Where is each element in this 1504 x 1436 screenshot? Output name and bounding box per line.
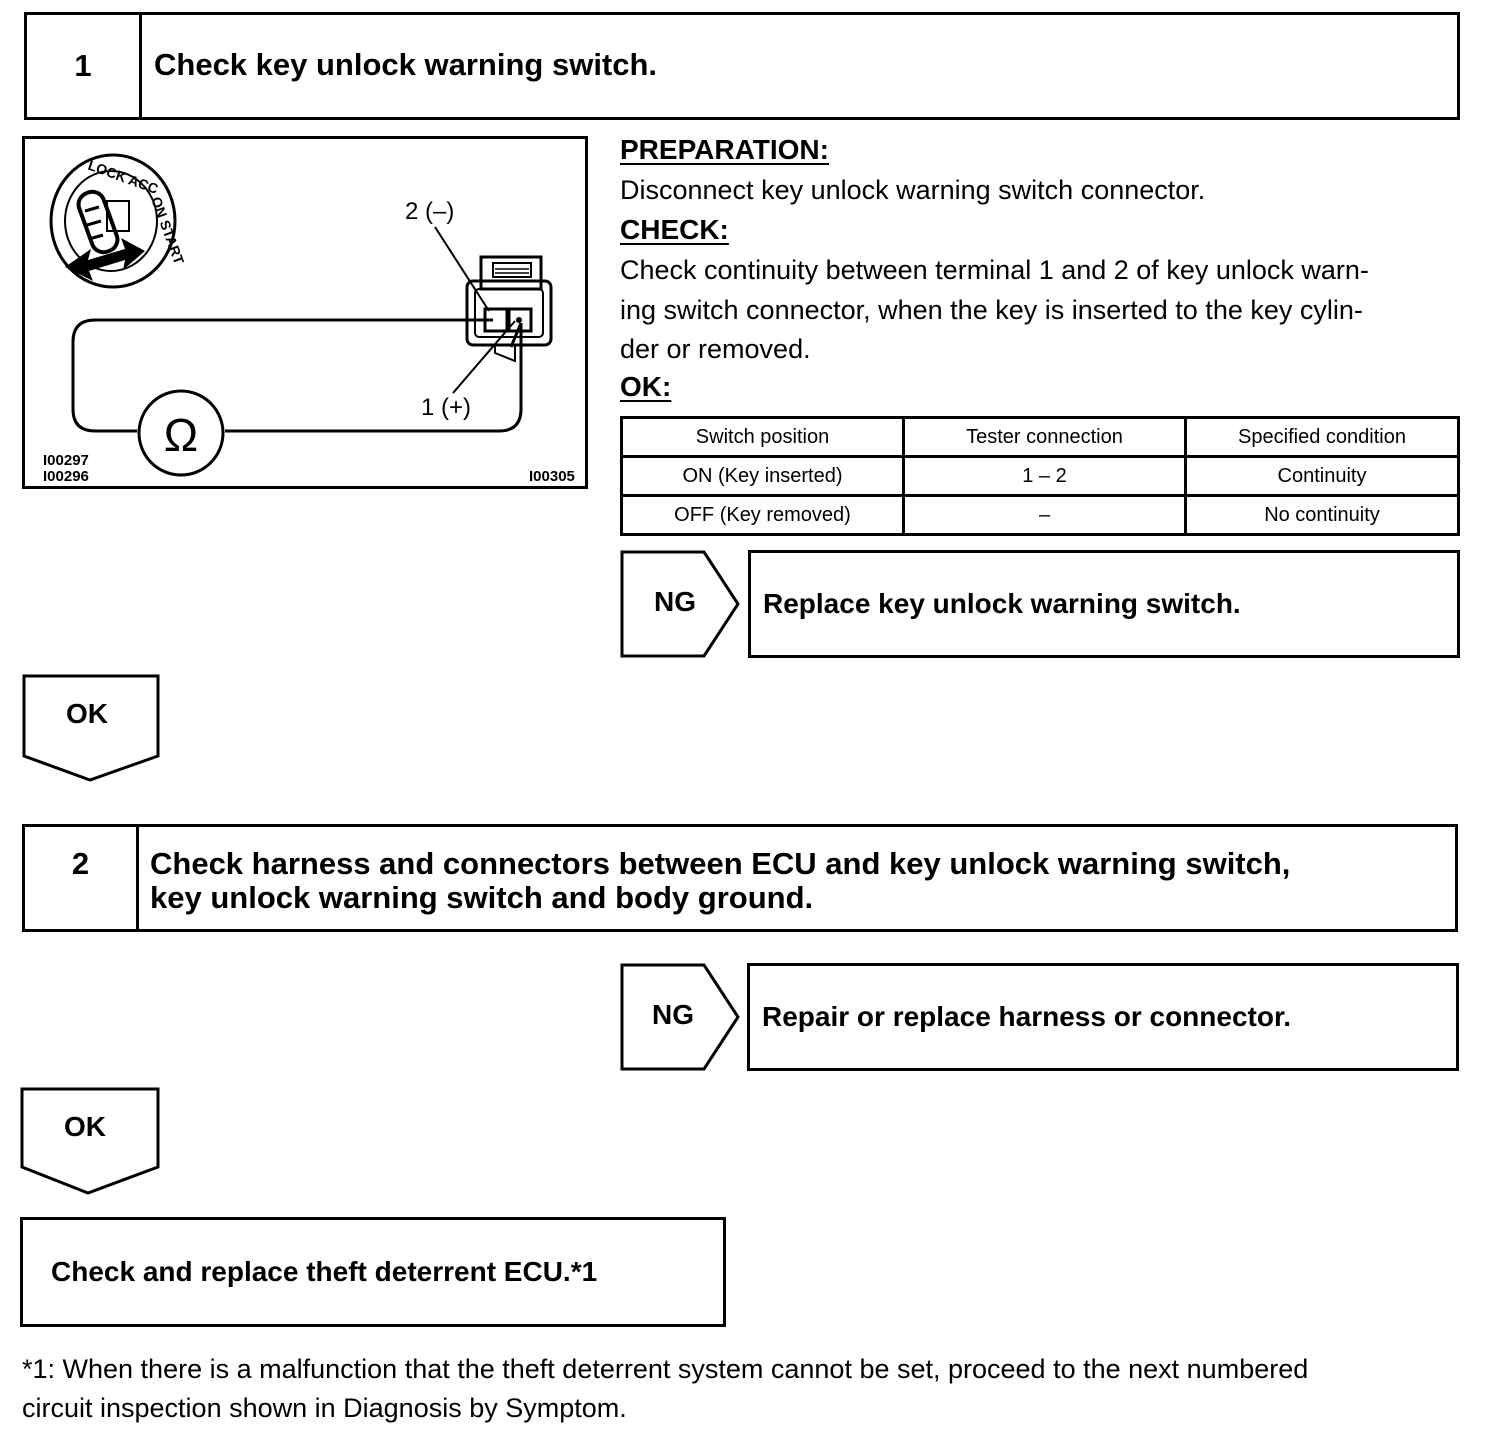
check-text-line-1: Check continuity between terminal 1 and 2 of key unlock warn- [620, 255, 1369, 285]
ng-1-action-box [748, 550, 1460, 658]
ng-2-action-box [747, 963, 1459, 1071]
table-cell: Continuity [1186, 457, 1459, 496]
continuity-test-diagram [25, 139, 585, 486]
step-1-box [24, 12, 1460, 120]
svg-text:LOCK ACC: LOCK ACC [85, 156, 161, 197]
table-row [622, 457, 1459, 496]
ng-1-action-text: Replace key unlock warning switch. [763, 588, 1241, 619]
table-cell: No continuity [1186, 496, 1459, 535]
step-2-number: 2 [25, 827, 139, 901]
final-action-box [20, 1217, 726, 1327]
table-cell: – [904, 496, 1186, 535]
ok-1-arrow [22, 674, 160, 784]
ok-2-label: OK [64, 1111, 106, 1142]
table-row [622, 496, 1459, 535]
ng-2-arrow [620, 963, 744, 1071]
figure-code-c: I00305 [529, 468, 575, 485]
ohmmeter-icon [139, 391, 223, 475]
step-2-title-line-2: key unlock warning switch and body ground. [150, 880, 814, 915]
step-2-box [22, 824, 1458, 932]
step-1-number: 1 [27, 15, 142, 117]
check-text-line-3: der or removed. [620, 334, 811, 364]
step-2-divider [136, 827, 139, 929]
ng-1-arrow [620, 550, 744, 658]
table-header-cell: Tester connection [904, 418, 1186, 457]
table-header-cell: Switch position [622, 418, 904, 457]
terminal-1-label: 1 (+) [421, 394, 472, 421]
preparation-text: Disconnect key unlock warning switch connector. [620, 175, 1206, 205]
figure-code-b: I00296 [43, 468, 89, 485]
spec-table [620, 416, 1460, 536]
table-cell: 1 – 2 [904, 457, 1186, 496]
svg-text:ON START: ON START [148, 194, 188, 267]
ng-2-action-text: Repair or replace harness or connector. [762, 1001, 1292, 1032]
ng-1-label: NG [654, 586, 696, 617]
ok-heading: OK: [620, 371, 672, 402]
step-1-title: Check key unlock warning switch. [154, 47, 658, 82]
check-heading: CHECK: [620, 214, 729, 245]
preparation-heading: PREPARATION: [620, 134, 829, 165]
footnote-line-2: circuit inspection shown in Diagnosis by Symptom. [22, 1393, 627, 1423]
footnote-line-1: *1: When there is a malfunction that the theft deterrent system cannot be set, proceed to the next numbered [22, 1354, 1309, 1384]
table-cell: ON (Key inserted) [622, 457, 904, 496]
ng-2-label: NG [652, 999, 694, 1030]
table-header-row [622, 418, 1459, 457]
table-cell: OFF (Key removed) [622, 496, 904, 535]
ohm-symbol: Ω [163, 409, 199, 461]
connector-icon [467, 257, 551, 361]
table-header-cell: Specified condition [1186, 418, 1459, 457]
check-text-line-2: ing switch connector, when the key is inserted to the key cylin- [620, 295, 1363, 325]
step-2-title-line-1: Check harness and connectors between ECU and key unlock warning switch, [150, 846, 1291, 881]
illustration-frame [22, 136, 588, 489]
ok-1-label: OK [66, 698, 108, 729]
ok-2-arrow [20, 1087, 160, 1197]
figure-code-a: I00297 [43, 452, 89, 469]
terminal-2-label: 2 (–) [405, 198, 455, 225]
final-action-text: Check and replace theft deterrent ECU.*1 [51, 1256, 598, 1287]
